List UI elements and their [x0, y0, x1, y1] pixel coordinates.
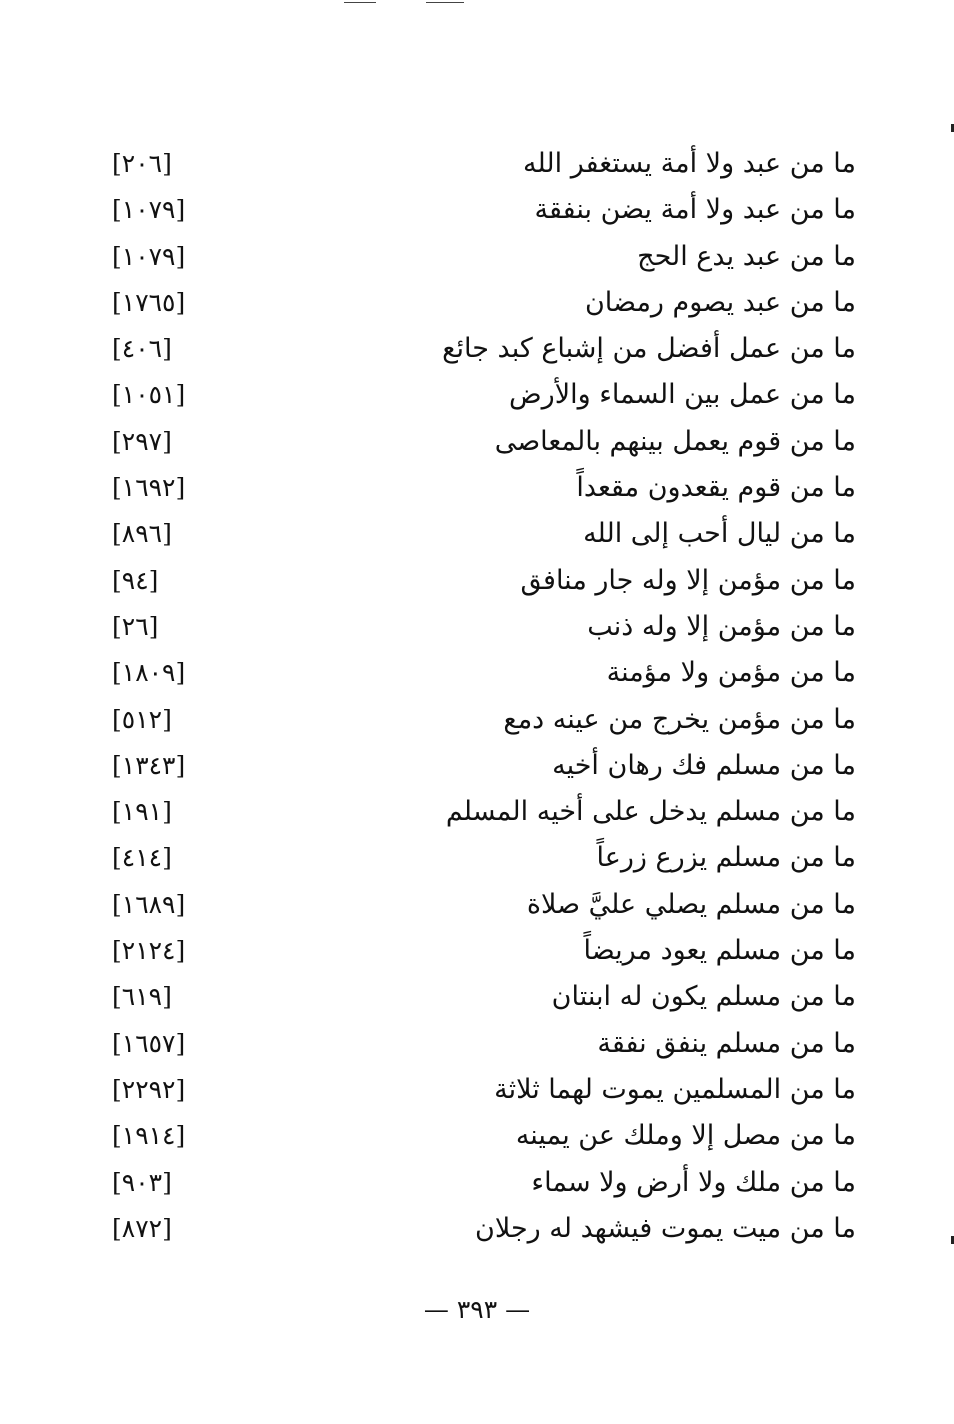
entry-text: ما من ميت يموت فيشهد له رجلان: [475, 1212, 856, 1244]
entry-reference: [٢٠٦]: [112, 149, 172, 178]
entry-text: ما من قوم يعمل بينهم بالمعاصى: [494, 425, 856, 457]
index-entry: [0, 279, 954, 325]
index-entry: [0, 1205, 954, 1251]
entry-text: ما من مسلم يكون له ابنتان: [551, 981, 856, 1013]
entry-reference: [١٠٧٩]: [112, 241, 186, 271]
entry-text: ما من مؤمن يخرج من عينه دمع: [503, 703, 856, 735]
entry-text: ما من مسلم ينفق نفقة: [597, 1027, 856, 1059]
entry-text: ما من قوم يقعدون مقعداً: [576, 472, 856, 504]
entry-reference: [١٦٥٧]: [112, 1028, 186, 1058]
index-entry: [0, 557, 954, 603]
entry-reference: [٨٧٢]: [112, 1213, 172, 1243]
index-entry: [0, 649, 954, 695]
entry-reference: [٢٩٧]: [112, 426, 172, 456]
entry-text: ما من عبد يدع الحج: [637, 240, 856, 272]
index-entry: [0, 233, 954, 279]
entry-text: ما من مسلم يدخل على أخيه المسلم: [445, 796, 856, 828]
index-entry: [0, 881, 954, 927]
index-entry: [0, 418, 954, 464]
index-list: [0, 140, 954, 1251]
entry-text: ما من ملك ولا أرض ولا سماء: [531, 1166, 856, 1198]
entry-text: ما من مصل إلا وملك عن يمينه: [515, 1120, 856, 1152]
entry-text: ما من مسلم فك رهان أخيه: [552, 749, 856, 781]
index-entry: [0, 603, 954, 649]
page-number: — ٣٩٣ —: [423, 1295, 531, 1324]
index-entry: [0, 834, 954, 880]
entry-reference: [١٨٠٩]: [112, 658, 186, 688]
entry-reference: [٦١٩]: [112, 982, 172, 1012]
entry-reference: [٤١٤]: [112, 843, 172, 873]
index-entry: [0, 1066, 954, 1112]
index-entry: [0, 1112, 954, 1158]
entry-text: ما من مسلم يزرع زرعاً: [596, 842, 856, 874]
index-entry: [0, 973, 954, 1019]
index-entry: [0, 1159, 954, 1205]
index-entry: [0, 788, 954, 834]
entry-reference: [١٦٩٢]: [112, 473, 186, 503]
entry-text: ما من ليال أحب إلى الله: [583, 518, 856, 550]
entry-text: ما من عبد يصوم رمضان: [584, 286, 856, 318]
entry-reference: [٢١٢٤]: [112, 936, 186, 966]
entry-reference: [٢٢٩٢]: [112, 1074, 186, 1104]
entry-reference: [١٧٦٥]: [112, 287, 186, 317]
index-entry: [0, 371, 954, 417]
entry-reference: [٩٤]: [112, 565, 159, 595]
top-rule-left: [344, 2, 376, 3]
index-entry: [0, 696, 954, 742]
entry-reference: [٨٩٦]: [112, 519, 172, 549]
entry-text: ما من مسلم يعود مريضاً: [583, 935, 856, 967]
entry-reference: [١٦٨٩]: [112, 889, 186, 919]
entry-text: ما من مؤمن إلا وله جار منافق: [520, 564, 856, 596]
index-entry: [0, 1020, 954, 1066]
entry-text: ما من عبد ولا أمة يضن بنفقة: [534, 194, 856, 226]
entry-reference: [٢٦]: [112, 611, 159, 641]
index-entry: [0, 464, 954, 510]
top-rule-right: [426, 2, 464, 3]
entry-text: ما من مؤمن ولا مؤمنة: [606, 657, 856, 689]
index-entry: [0, 186, 954, 232]
entry-reference: [٥١٢]: [112, 704, 172, 734]
entry-reference: [١٣٤٣]: [112, 750, 186, 780]
entry-text: ما من المسلمين يموت لهما ثلاثة: [494, 1073, 856, 1105]
index-entry: [0, 927, 954, 973]
index-entry: [0, 510, 954, 556]
entry-reference: [١٠٥١]: [112, 380, 186, 410]
entry-reference: [١٠٧٩]: [112, 195, 186, 225]
index-entry: [0, 140, 954, 186]
entry-text: ما من عمل بين السماء والأرض: [509, 379, 856, 411]
index-entry: [0, 325, 954, 371]
entry-text: ما من عبد ولا أمة يستغفر الله: [523, 148, 856, 179]
entry-reference: [١٩١]: [112, 797, 172, 827]
entry-text: ما من مسلم يصلي عليَّ صلاة: [526, 888, 856, 920]
entry-reference: [٩٠٣]: [112, 1167, 172, 1197]
entry-text: ما من عمل أفضل من إشباع كبد جائع: [442, 333, 856, 365]
entry-reference: [٤٠٦]: [112, 334, 172, 364]
index-entry: [0, 742, 954, 788]
entry-reference: [١٩١٤]: [112, 1121, 186, 1151]
entry-text: ما من مؤمن إلا وله ذنب: [587, 610, 856, 642]
